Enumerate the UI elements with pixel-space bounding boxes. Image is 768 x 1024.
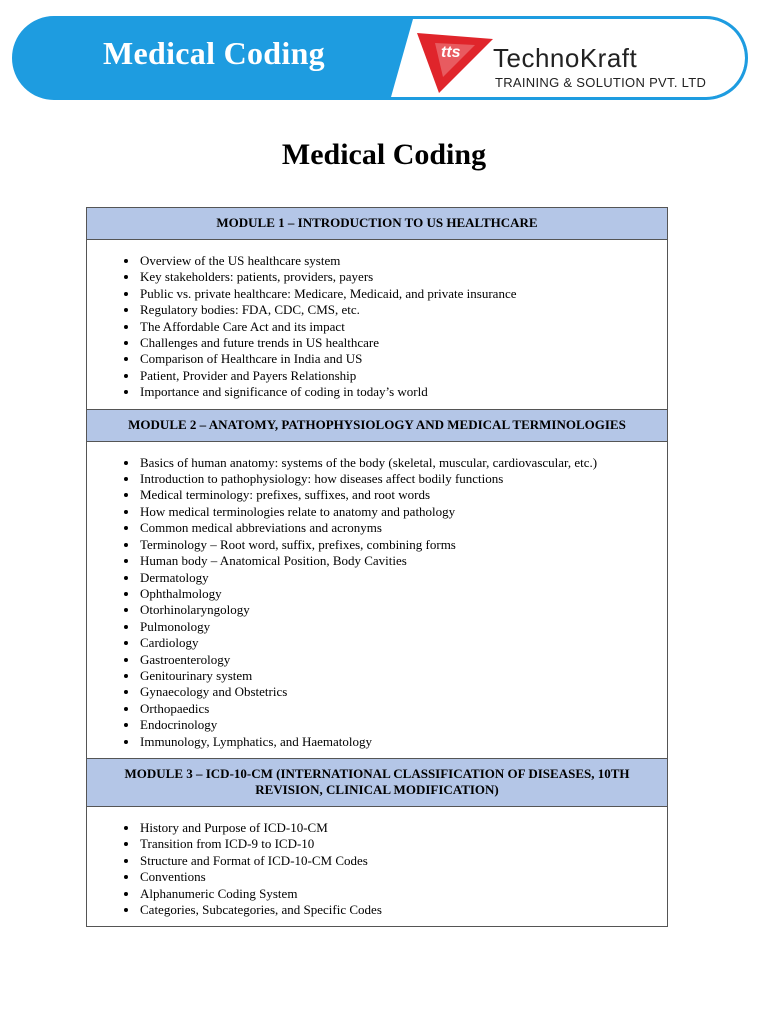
module-body-row <box>87 806 668 926</box>
list-item: • Importance and significance of coding in today’s world <box>139 384 657 400</box>
module-1-topic-list <box>87 253 657 401</box>
logo-tagline: TRAINING & SOLUTION PVT. LTD <box>495 75 707 90</box>
list-item: • Dermatology <box>139 570 657 586</box>
module-header-row <box>87 208 668 240</box>
list-item: • Comparison of Healthcare in India and US <box>139 351 657 367</box>
list-item: • Public vs. private healthcare: Medicare, Medicaid, and private insurance <box>139 286 657 302</box>
module-body-row <box>87 441 668 758</box>
list-item: • Ophthalmology <box>139 586 657 602</box>
list-item: • Endocrinology <box>139 717 657 733</box>
list-item: • Patient, Provider and Payers Relationship <box>139 368 657 384</box>
header-banner <box>12 16 748 100</box>
page-title: Medical Coding <box>281 138 487 171</box>
list-item: • Key stakeholders: patients, providers, payers <box>139 269 657 285</box>
list-item: • Immunology, Lymphatics, and Haematology <box>139 734 657 750</box>
module-2-topic-list <box>87 455 657 750</box>
module-3-topic-list <box>87 820 657 918</box>
list-item: • Overview of the US healthcare system <box>139 253 657 269</box>
list-item: • Pulmonology <box>139 619 657 635</box>
module-2-title: MODULE 2 – ANATOMY, PATHOPHYSIOLOGY AND MEDICAL TERMINOLOGIES <box>87 409 668 441</box>
list-item: • Categories, Subcategories, and Specific Codes <box>139 902 657 918</box>
module-3-title: MODULE 3 – ICD-10-CM (INTERNATIONAL CLASSIFICATION OF DISEASES, 10TH REVISION, CLINICAL MODIFICATION) <box>87 758 668 806</box>
course-modules-table <box>86 207 668 927</box>
list-item: • Introduction to pathophysiology: how diseases affect bodily functions <box>139 471 657 487</box>
logo-company-name: TechnoKraft <box>493 43 638 73</box>
list-item: • Structure and Format of ICD-10-CM Codes <box>139 853 657 869</box>
list-item: • Medical terminology: prefixes, suffixes, and root words <box>139 487 657 503</box>
list-item: • History and Purpose of ICD-10-CM <box>139 820 657 836</box>
module-header-row <box>87 758 668 806</box>
list-item: • How medical terminologies relate to anatomy and pathology <box>139 504 657 520</box>
list-item: • Regulatory bodies: FDA, CDC, CMS, etc. <box>139 302 657 318</box>
module-header-row <box>87 409 668 441</box>
list-item: • Common medical abbreviations and acronyms <box>139 520 657 536</box>
list-item: • Alphanumeric Coding System <box>139 886 657 902</box>
banner-title: Medical Coding <box>103 35 325 71</box>
list-item: • Genitourinary system <box>139 668 657 684</box>
list-item: • Human body – Anatomical Position, Body Cavities <box>139 553 657 569</box>
list-item: • Cardiology <box>139 635 657 651</box>
list-item: • Terminology – Root word, suffix, prefixes, combining forms <box>139 537 657 553</box>
list-item: • Gynaecology and Obstetrics <box>139 684 657 700</box>
logo-mark-text: tts <box>441 44 461 61</box>
list-item: • Gastroenterology <box>139 652 657 668</box>
module-1-title: MODULE 1 – INTRODUCTION TO US HEALTHCARE <box>87 208 668 240</box>
list-item: • Basics of human anatomy: systems of the body (skeletal, muscular, cardiovascular, etc.) <box>139 455 657 471</box>
list-item: • Orthopaedics <box>139 701 657 717</box>
list-item: • The Affordable Care Act and its impact <box>139 319 657 335</box>
technokraft-logo-icon <box>415 27 495 97</box>
list-item: • Conventions <box>139 869 657 885</box>
list-item: • Transition from ICD-9 to ICD-10 <box>139 836 657 852</box>
list-item: • Challenges and future trends in US healthcare <box>139 335 657 351</box>
list-item: • Otorhinolaryngology <box>139 602 657 618</box>
module-body-row <box>87 240 668 410</box>
